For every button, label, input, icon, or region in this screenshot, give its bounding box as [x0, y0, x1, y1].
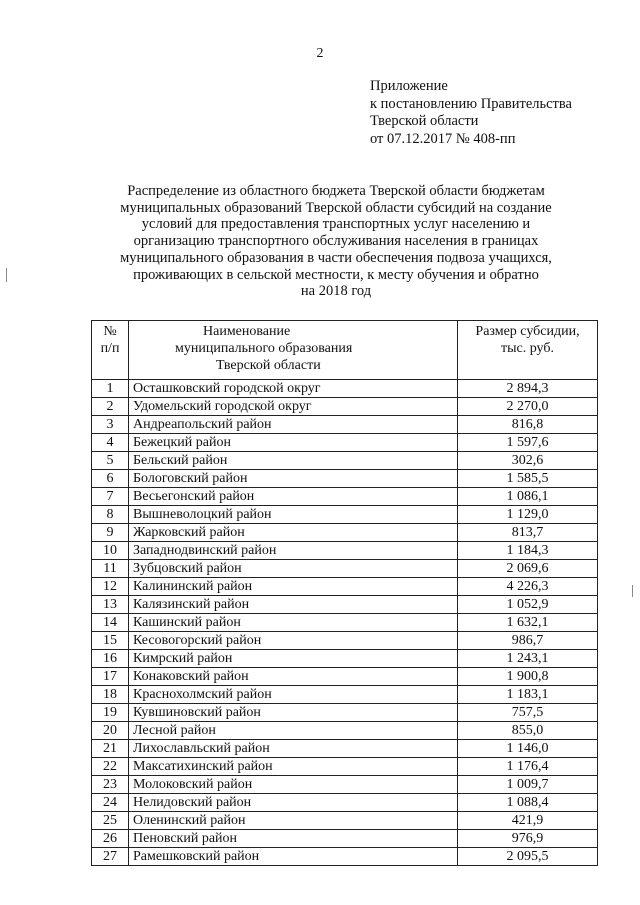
cell-amount: 816,8 [458, 416, 598, 434]
table-row [92, 632, 598, 650]
cell-amount: 813,7 [458, 524, 598, 542]
cell-amount: 421,9 [458, 812, 598, 830]
cell-num: 23 [92, 776, 129, 794]
cell-num: 18 [92, 686, 129, 704]
cell-name: Лихославльский район [129, 740, 458, 758]
table-row [92, 488, 598, 506]
cell-amount: 4 226,3 [458, 578, 598, 596]
table-row [92, 650, 598, 668]
cell-name: Лесной район [129, 722, 458, 740]
cell-name: Вышневолоцкий район [129, 506, 458, 524]
title-line: проживающих в сельской местности, к месту обучения и обратно [133, 266, 539, 283]
cell-num: 26 [92, 830, 129, 848]
cell-num: 4 [92, 434, 129, 452]
cell-amount: 1 009,7 [458, 776, 598, 794]
cell-num: 13 [92, 596, 129, 614]
cell-num: 10 [92, 542, 129, 560]
cell-name: Нелидовский район [129, 794, 458, 812]
cell-amount: 1 086,1 [458, 488, 598, 506]
cell-name: Кашинский район [129, 614, 458, 632]
table-body [92, 380, 598, 866]
table-row [92, 794, 598, 812]
cell-name: Кувшиновский район [129, 704, 458, 722]
table-row [92, 578, 598, 596]
appendix-line: Приложение [370, 78, 448, 94]
cell-amount: 757,5 [458, 704, 598, 722]
cell-amount: 1 088,4 [458, 794, 598, 812]
table-row [92, 398, 598, 416]
table-row [92, 830, 598, 848]
cell-amount: 2 095,5 [458, 848, 598, 866]
title-line: на 2018 год [300, 283, 372, 300]
table-row [92, 776, 598, 794]
table-row [92, 740, 598, 758]
cell-num: 9 [92, 524, 129, 542]
cell-name: Оленинский район [129, 812, 458, 830]
table-row [92, 614, 598, 632]
table-row [92, 380, 598, 398]
table-row [92, 668, 598, 686]
table-row [92, 560, 598, 578]
cell-name: Западнодвинский район [129, 542, 458, 560]
cell-amount: 2 069,6 [458, 560, 598, 578]
scan-mark [632, 585, 633, 597]
header-name: Наименование муниципального образования Тверской области [129, 321, 458, 380]
cell-num: 22 [92, 758, 129, 776]
cell-amount: 855,0 [458, 722, 598, 740]
appendix-line: к постановлению Правительства [370, 95, 572, 112]
cell-name: Весьегонский район [129, 488, 458, 506]
cell-num: 27 [92, 848, 129, 866]
cell-name: Удомельский городской округ [129, 398, 458, 416]
cell-amount: 1 146,0 [458, 740, 598, 758]
cell-amount: 1 900,8 [458, 668, 598, 686]
cell-amount: 1 243,1 [458, 650, 598, 668]
cell-amount: 2 270,0 [458, 398, 598, 416]
cell-num: 11 [92, 560, 129, 578]
cell-name: Андреапольский район [129, 416, 458, 434]
cell-num: 21 [92, 740, 129, 758]
appendix-line: от 07.12.2017 № 408-пп [370, 130, 516, 147]
cell-amount: 2 894,3 [458, 380, 598, 398]
cell-num: 20 [92, 722, 129, 740]
cell-amount: 1 052,9 [458, 596, 598, 614]
header-num: № п/п [92, 321, 129, 380]
cell-name: Рамешковский район [129, 848, 458, 866]
cell-num: 1 [92, 380, 129, 398]
table-row [92, 848, 598, 866]
cell-amount: 1 585,5 [458, 470, 598, 488]
table-header-row [92, 321, 598, 380]
title-line: условий для предоставления транспортных услуг населению и [141, 216, 531, 233]
cell-amount: 1 129,0 [458, 506, 598, 524]
cell-name: Зубцовский район [129, 560, 458, 578]
cell-name: Пеновский район [129, 830, 458, 848]
table-row [92, 542, 598, 560]
cell-num: 5 [92, 452, 129, 470]
cell-name: Жарковский район [129, 524, 458, 542]
table-row [92, 416, 598, 434]
cell-name: Краснохолмский район [129, 686, 458, 704]
cell-num: 25 [92, 812, 129, 830]
cell-num: 24 [92, 794, 129, 812]
cell-num: 7 [92, 488, 129, 506]
scan-mark [6, 268, 7, 282]
subsidy-table [91, 320, 598, 866]
title-line: организацию транспортного обслуживания населения в границах [133, 233, 539, 250]
cell-num: 12 [92, 578, 129, 596]
cell-amount: 1 176,4 [458, 758, 598, 776]
cell-name: Максатихинский район [129, 758, 458, 776]
cell-amount: 986,7 [458, 632, 598, 650]
cell-num: 15 [92, 632, 129, 650]
cell-amount: 302,6 [458, 452, 598, 470]
appendix-block [370, 78, 572, 148]
cell-name: Конаковский район [129, 668, 458, 686]
cell-name: Бельский район [129, 452, 458, 470]
cell-amount: 1 632,1 [458, 614, 598, 632]
title-line: муниципальных образований Тверской области субсидий на создание [120, 199, 552, 216]
table-row [92, 704, 598, 722]
cell-amount: 1 183,1 [458, 686, 598, 704]
cell-name: Калязинский район [129, 596, 458, 614]
cell-amount: 976,9 [458, 830, 598, 848]
cell-num: 6 [92, 470, 129, 488]
table-row [92, 596, 598, 614]
appendix-line: Тверской области [370, 113, 479, 129]
table-row [92, 470, 598, 488]
cell-num: 19 [92, 704, 129, 722]
table-row [92, 758, 598, 776]
cell-name: Молоковский район [129, 776, 458, 794]
cell-num: 2 [92, 398, 129, 416]
table-row [92, 812, 598, 830]
cell-name: Бологовский район [129, 470, 458, 488]
table-row [92, 452, 598, 470]
cell-name: Кимрский район [129, 650, 458, 668]
cell-num: 8 [92, 506, 129, 524]
title-line: Распределение из областного бюджета Тверской области бюджетам [127, 183, 545, 199]
cell-num: 17 [92, 668, 129, 686]
header-amount: Размер субсидии, тыс. руб. [458, 321, 598, 380]
document-title [90, 183, 582, 300]
cell-name: Калининский район [129, 578, 458, 596]
table-row [92, 434, 598, 452]
cell-amount: 1 184,3 [458, 542, 598, 560]
cell-amount: 1 597,6 [458, 434, 598, 452]
cell-name: Бежецкий район [129, 434, 458, 452]
table-row [92, 686, 598, 704]
title-line: муниципального образования в части обеспечения подвоза учащихся, [120, 249, 552, 266]
table-row [92, 506, 598, 524]
table-row [92, 524, 598, 542]
table-row [92, 722, 598, 740]
cell-name: Осташковский городской округ [129, 380, 458, 398]
cell-num: 14 [92, 614, 129, 632]
cell-name: Кесовогорский район [129, 632, 458, 650]
cell-num: 3 [92, 416, 129, 434]
page-number: 2 [316, 46, 324, 61]
cell-num: 16 [92, 650, 129, 668]
